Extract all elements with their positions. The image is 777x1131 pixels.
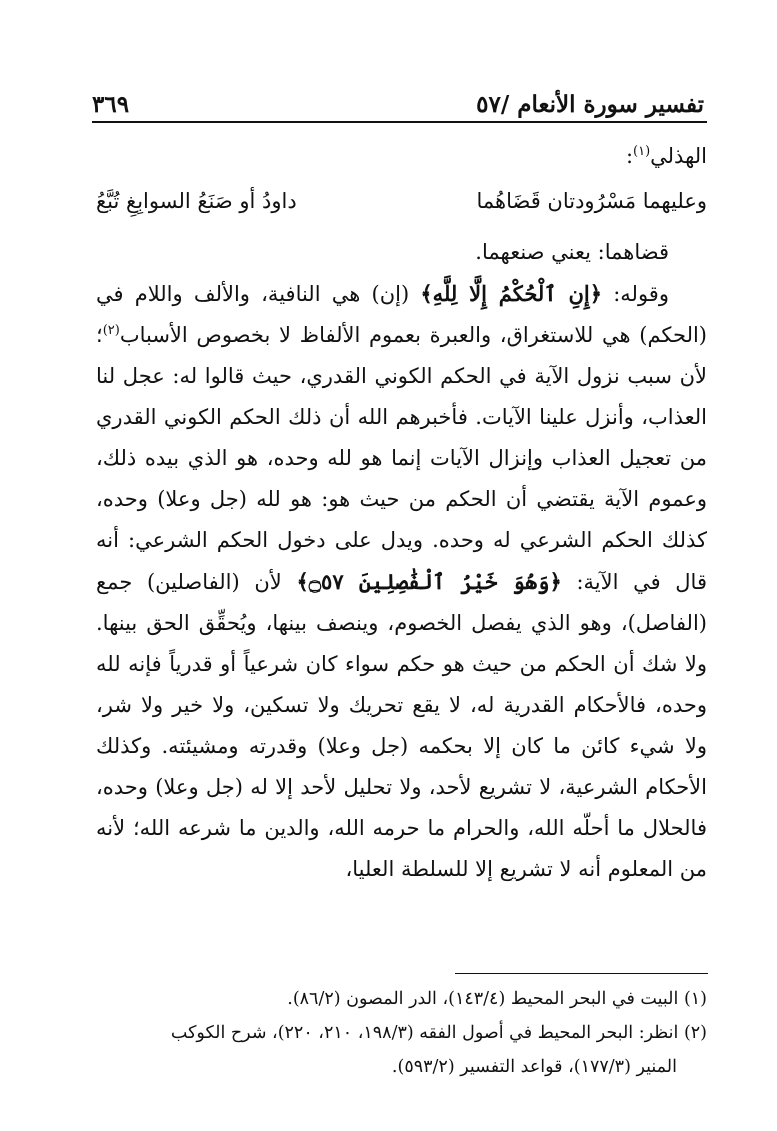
quran-quote: ﴿إِنِ ٱلْحُكْمُ إِلَّا لِلَّهِ﴾: [420, 281, 603, 306]
footnote-ref-2: (٢): [102, 323, 120, 338]
poem-intro-tail: :: [625, 144, 634, 168]
commentary-paragraph: [96, 273, 707, 890]
verse-second-half: داودُ أو صَنَعُ السوابِغِ تُبَّعُ: [96, 189, 297, 213]
footnote-rule: [455, 973, 708, 974]
footnotes: [96, 982, 707, 1084]
footnote-1-label: (١): [683, 989, 707, 1009]
verse-first-half: وعليهما مَسْرُودتان قَضَاهُما: [476, 189, 707, 213]
footnote-1: [96, 982, 707, 1016]
footnote-2: [96, 1016, 707, 1050]
p1-text-b: ؛ لأن سبب نزول الآية في الحكم الكوني القدري، حيث قالوا له: عجل لنا العذاب، وأنزل علينا الآيات. فأخبرهم الله أن ذلك الحكم الكوني القدري من تعجيل العذاب وإنزال الآيات إنما هو لله وحده، هو الذي بيده ذلك، وعموم الآية يقتضي أن الحكم من حيث هو: هو لله (جل وعلا) وحده، كذلك الحكم الشرعي له وحده. ويدل على دخول الحكم الشرعي: أنه قال في الآية:: [96, 323, 707, 594]
footnote-2-label: (٢): [683, 1023, 707, 1043]
gloss-line: قضاهما: يعني صنعهما.: [475, 240, 669, 264]
p1-start: وقوله:: [602, 282, 669, 306]
p1-text-c: لأن (الفاصلين) جمع (الفاصل)، وهو الذي يفصل الخصوم، وينصف بينها، ويُحقِّق الحق بينها. ولا شك أن الحكم من حيث هو حكم سواء كان شرعياً أو قدرياً فإنه لله وحده، فالأحكام القدرية له، لا يقع تحريك ولا تسكين، ولا خير ولا شر، ولا شيء كائن ما كان إلا بحكمه (جل وعلا) وقدرته ومشيئته. وكذلك الأحكام الشرعية، لا تشريع لأحد، ولا تحليل لأحد إلا له (جل وعلا) وحده، فالحلال ما أحلّه الله، والحرام ما حرمه الله، والدين ما شرعه الله؛ لأنه من المعلوم أنه لا تشريع إلا للسلطة العليا،: [96, 570, 707, 881]
poem-intro-text: الهذلي: [650, 144, 707, 168]
header-title: تفسير سورة الأنعام /٥٧: [476, 91, 704, 118]
footnote-2-continued: المنير (١٧٧/٣)، قواعد التفسير (٥٩٣/٢).: [391, 1057, 677, 1077]
footnote-2-text: انظر: البحر المحيط في أصول الفقه (١٩٨/٣، ٢١٠، ٢٢٠)، شرح الكوكب: [170, 1023, 679, 1043]
footnote-ref-1: (١): [633, 144, 651, 159]
main-text: [96, 136, 707, 890]
header-rule: [92, 121, 707, 123]
p1-text-a: (إن) هي النافية، والألف واللام في (الحكم) هي للاستغراق، والعبرة بعموم الألفاظ لا بخصوص الأسباب: [96, 282, 707, 347]
running-header: [92, 80, 704, 118]
page-number: ٣٦٩: [92, 91, 130, 118]
quran-quote-2: ﴿وَهُوَ خَيْرُ ٱلْفَٰصِلِينَ ۝٥٧﴾: [296, 569, 562, 594]
footnote-1-text: البيت في البحر المحيط (١٤٣/٤)، الدر المصون (٨٦/٢).: [287, 989, 679, 1009]
poem-intro: [96, 136, 707, 177]
poetry-verse: [96, 181, 707, 222]
